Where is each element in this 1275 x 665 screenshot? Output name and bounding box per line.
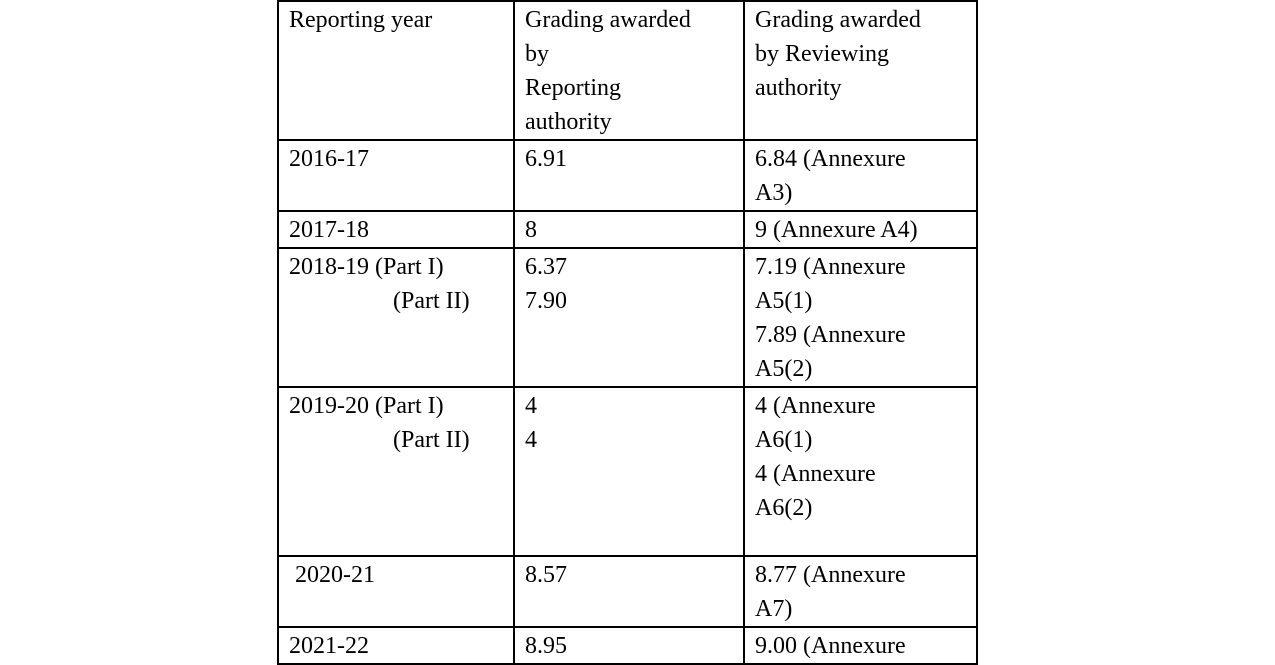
reviewing-grade: 8.77 (Annexure [755, 562, 906, 588]
year-cell [278, 556, 514, 627]
reviewing-grade-cell [744, 248, 977, 387]
year-cell [278, 140, 514, 211]
reviewing-grade: 4 (Annexure [755, 461, 876, 487]
reporting-grade: 6.91 [525, 146, 567, 172]
header-line: Grading awarded [755, 7, 921, 33]
table-row [278, 211, 977, 248]
table-row [278, 387, 977, 556]
reporting-grade-cell [514, 140, 744, 211]
reviewing-grade: 9 (Annexure A4) [755, 217, 918, 243]
header-reviewing-authority [744, 1, 977, 140]
year-text: 2017-18 [289, 217, 369, 243]
reviewing-grade: 9.00 (Annexure [755, 633, 906, 659]
year-cell [278, 387, 514, 556]
header-line: Reporting year [289, 7, 433, 33]
reviewing-grade: 7.89 (Annexure [755, 322, 906, 348]
reviewing-grade: 7.19 (Annexure [755, 254, 906, 280]
reviewing-grade: A6(1) [755, 427, 813, 453]
reporting-grade: 8.95 [525, 633, 567, 659]
reporting-grade: 8 [525, 217, 537, 243]
header-line: Grading awarded [525, 7, 691, 33]
reviewing-grade: A6(2) [755, 495, 813, 521]
table-row [278, 556, 977, 627]
header-line: by Reviewing [755, 41, 889, 67]
table-header-row [278, 1, 977, 140]
reporting-grade-cell [514, 387, 744, 556]
reviewing-grade: 4 (Annexure [755, 393, 876, 419]
year-cell [278, 248, 514, 387]
reviewing-grade: A7) [755, 596, 793, 622]
header-line: authority [525, 109, 612, 135]
year-text: 2018-19 (Part I) [289, 254, 444, 280]
reviewing-grade-cell [744, 556, 977, 627]
reviewing-grade: A5(2) [755, 356, 813, 382]
header-reporting-year [278, 1, 514, 140]
reviewing-grade: A5(1) [755, 288, 813, 314]
reporting-grade-cell [514, 211, 744, 248]
year-text: 2019-20 (Part I) [289, 393, 444, 419]
reviewing-grade: 6.84 (Annexure [755, 146, 906, 172]
reporting-grade: 7.90 [525, 288, 567, 314]
reporting-grade-cell [514, 556, 744, 627]
reporting-grade: 4 [525, 393, 537, 419]
header-reporting-authority [514, 1, 744, 140]
year-text: 2020-21 [295, 562, 375, 588]
reporting-grade-cell [514, 248, 744, 387]
reviewing-grade-cell [744, 387, 977, 556]
year-cell [278, 211, 514, 248]
reporting-grade: 8.57 [525, 562, 567, 588]
year-text: (Part II) [393, 427, 470, 453]
reviewing-grade-cell [744, 211, 977, 248]
year-text: 2021-22 [289, 633, 369, 659]
header-line: by [525, 41, 549, 67]
header-line: authority [755, 75, 842, 101]
header-line: Reporting [525, 75, 621, 101]
year-text: (Part II) [393, 288, 470, 314]
table-row [278, 248, 977, 387]
grading-table [277, 0, 978, 665]
table-row [278, 140, 977, 211]
reporting-grade: 6.37 [525, 254, 567, 280]
reporting-grade: 4 [525, 427, 537, 453]
reviewing-grade: A3) [755, 180, 793, 206]
year-text: 2016-17 [289, 146, 369, 172]
reviewing-grade-cell [744, 140, 977, 211]
